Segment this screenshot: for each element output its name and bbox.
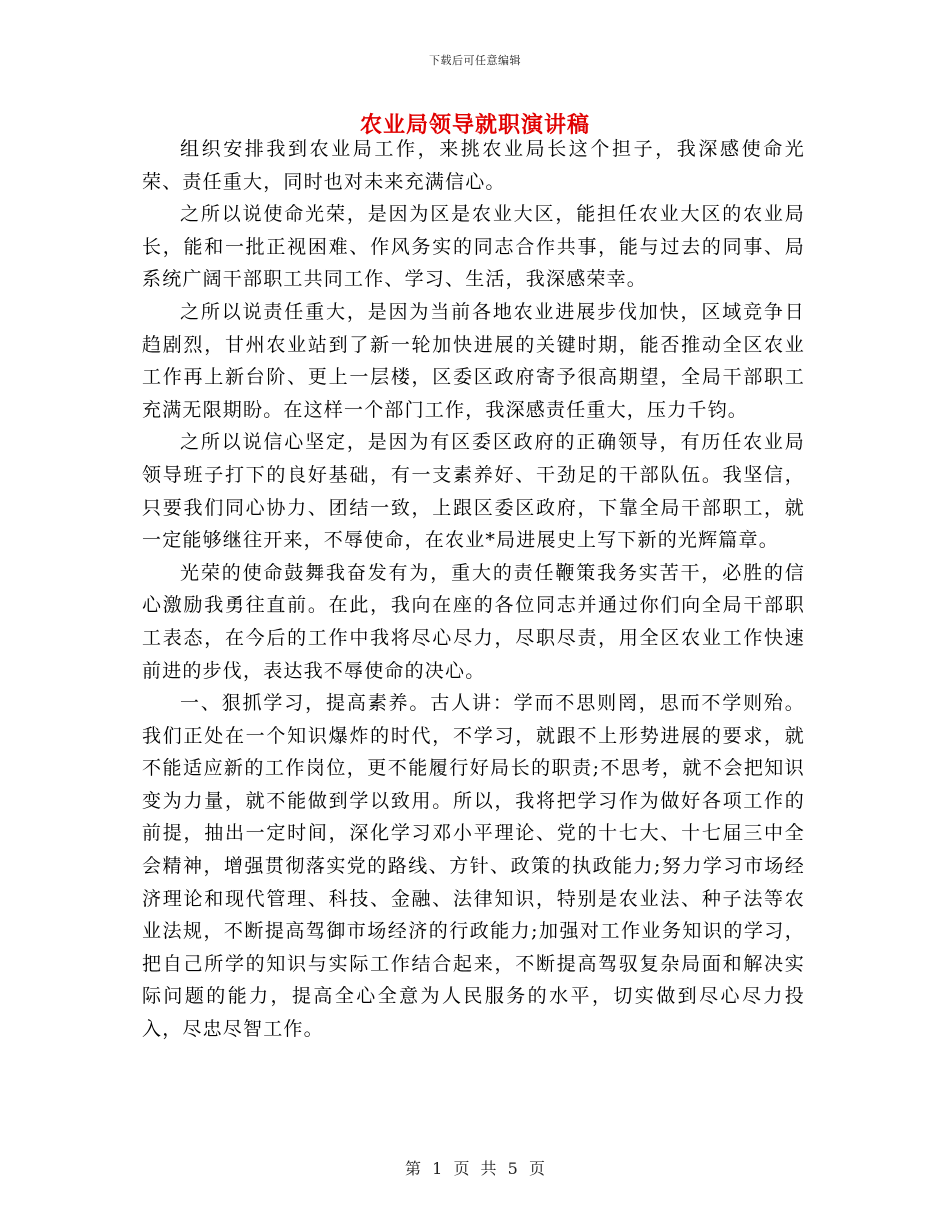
paragraph: 一、狠抓学习，提高素养。古人讲：学而不思则罔，思而不学则殆。我们正处在一个知识爆炸的时代，不学习，就跟不上形势进展的要求，就不能适应新的工作岗位，更不能履行好局长的职责;不思考，就不会把知识变为力量，就不能做到学以致用。所以，我将把学习作为做好各项工作的前提，抽出一定时间，深化学习邓小平理论、党的十七大、十七届三中全会精神，增强贯彻落实党的路线、方针、政策的执政能力;努力学习市场经济理论和现代管理、科技、金融、法律知识，特别是农业法、种子法等农业法规，不断提高驾御市场经济的行政能力;加强对工作业务知识的学习，把自己所学的知识与实际工作结合起来，不断提高驾驭复杂局面和解决实际问题的能力，提高全心全意为人民服务的水平，切实做到尽心尽力投入，尽忠尽智工作。 xyxy=(142,692,805,1041)
paragraph: 之所以说信心坚定，是因为有区委区政府的正确领导，有历任农业局领导班子打下的良好基础，有一支素养好、干劲足的干部队伍。我坚信，只要我们同心协力、团结一致，上跟区委区政府，下靠全局干部职工，就一定能够继往开来，不辱使命，在农业*局进展史上写下新的光辉篇章。 xyxy=(142,431,805,552)
paragraph: 组织安排我到农业局工作，来挑农业局长这个担子，我深感使命光荣、责任重大，同时也对未来充满信心。 xyxy=(142,138,805,193)
page-prefix: 第 xyxy=(405,1159,422,1178)
document-body xyxy=(142,133,805,1046)
page-number-footer xyxy=(0,1156,950,1179)
page-mid1: 页 xyxy=(453,1159,470,1178)
page-suffix: 页 xyxy=(528,1159,545,1178)
page-header-note: 下载后可任意编辑 xyxy=(429,54,521,67)
paragraph: 光荣的使命鼓舞我奋发有为，重大的责任鞭策我务实苦干，必胜的信心激励我勇往直前。在此，我向在座的各位同志并通过你们向全局干部职工表态，在今后的工作中我将尽心尽力，尽职尽责，用全区农业工作快速前进的步伐，表达我不辱使命的决心。 xyxy=(142,561,805,682)
paragraph: 之所以说责任重大，是因为当前各地农业进展步伐加快，区域竞争日趋剧烈，甘州农业站到了新一轮加快进展的关键时期，能否推动全区农业工作再上新台阶、更上一层楼，区委区政府寄予很高期望，全局干部职工充满无限期盼。在这样一个部门工作，我深感责任重大，压力千钧。 xyxy=(142,300,805,421)
paragraph: 之所以说使命光荣，是因为区是农业大区，能担任农业大区的农业局长，能和一批正视困难、作风务实的同志合作共事，能与过去的同事、局系统广阔干部职工共同工作、学习、生活，我深感荣幸。 xyxy=(142,203,805,291)
page-current: 1 xyxy=(432,1159,443,1178)
page-total: 5 xyxy=(507,1159,518,1178)
page-mid2: 共 xyxy=(480,1159,497,1178)
document-title: 农业局领导就职演讲稿 xyxy=(359,112,590,138)
